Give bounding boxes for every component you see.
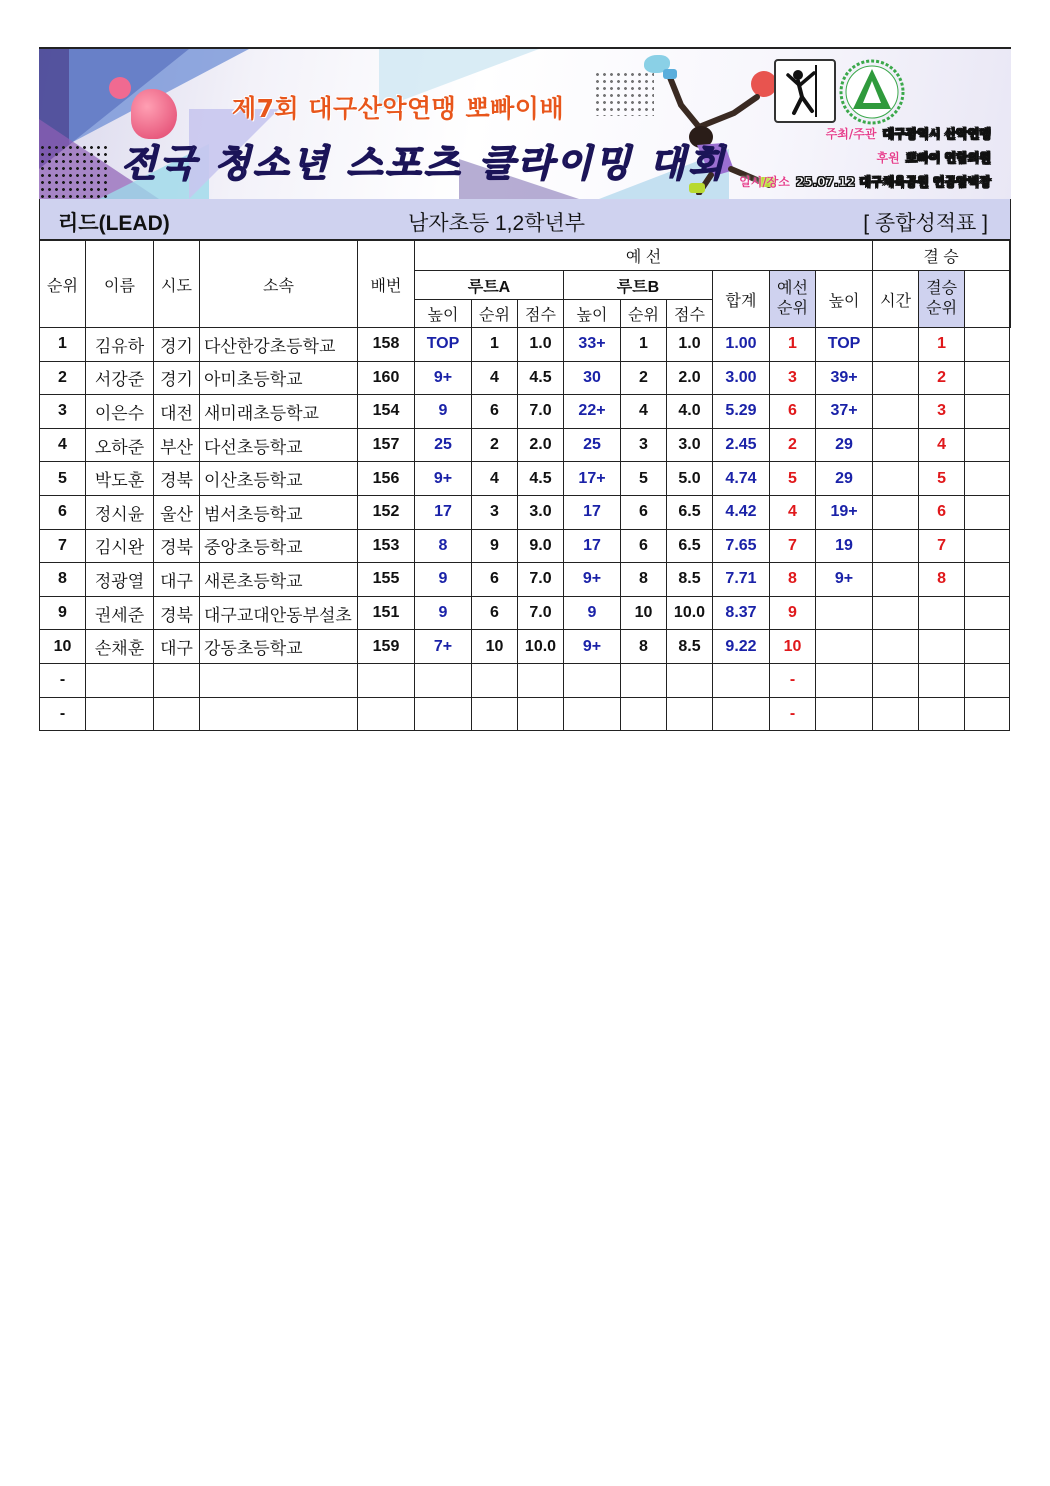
cell-a-rank — [472, 663, 518, 697]
col-name: 이름 — [86, 241, 154, 328]
cell-final-rank: 3 — [919, 395, 965, 429]
col-a-height: 높이 — [415, 300, 472, 328]
cell-remarks — [965, 328, 1010, 362]
cell-qual-rank: 7 — [770, 529, 816, 563]
cell-a-score: 1.0 — [518, 328, 564, 362]
cell-final-time — [873, 697, 919, 731]
cell-b-rank: 4 — [621, 395, 667, 429]
cell-final-time — [873, 395, 919, 429]
cell-rank: 10 — [40, 630, 86, 664]
cell-name — [86, 697, 154, 731]
event-banner — [39, 47, 1011, 199]
table-row — [40, 495, 1011, 529]
cell-b-height: 9+ — [564, 630, 621, 664]
cell-rank: 7 — [40, 529, 86, 563]
cell-final-time — [873, 361, 919, 395]
cell-final-rank: 6 — [919, 495, 965, 529]
cell-team: 다산한강초등학교 — [200, 328, 358, 362]
cell-total: 3.00 — [713, 361, 770, 395]
cell-b-rank: 8 — [621, 563, 667, 597]
cell-b-rank — [621, 697, 667, 731]
cell-final-height — [816, 663, 873, 697]
cell-bib: 156 — [358, 462, 415, 496]
cell-final-height: TOP — [816, 328, 873, 362]
cell-a-rank: 2 — [472, 428, 518, 462]
cell-a-score: 10.0 — [518, 630, 564, 664]
table-row — [40, 428, 1011, 462]
cell-rank: 2 — [40, 361, 86, 395]
cell-final-height: 29 — [816, 462, 873, 496]
cell-b-score: 3.0 — [667, 428, 713, 462]
col-qual-rank: 예선 순위 — [770, 271, 816, 328]
sponsor-label: 후원 — [876, 151, 900, 165]
cell-a-height: 9+ — [415, 361, 472, 395]
cell-name: 정시윤 — [86, 495, 154, 529]
cell-b-rank: 1 — [621, 328, 667, 362]
cell-final-time — [873, 630, 919, 664]
cell-a-rank: 6 — [472, 395, 518, 429]
cell-remarks — [965, 563, 1010, 597]
cell-remarks — [965, 495, 1010, 529]
col-route-a: 루트A — [415, 271, 564, 300]
cell-region: 경기 — [154, 361, 200, 395]
cell-qual-rank: 4 — [770, 495, 816, 529]
cell-a-score: 4.5 — [518, 361, 564, 395]
cell-qual-rank: 5 — [770, 462, 816, 496]
cell-final-height: 39+ — [816, 361, 873, 395]
cell-name: 정광열 — [86, 563, 154, 597]
cell-b-height — [564, 663, 621, 697]
cell-remarks — [965, 630, 1010, 664]
cell-b-score: 6.5 — [667, 529, 713, 563]
cell-total: 1.00 — [713, 328, 770, 362]
climbing-hold-icon — [131, 89, 177, 139]
cell-remarks — [965, 428, 1010, 462]
col-bib: 배번 — [358, 241, 415, 328]
cell-final-rank: 4 — [919, 428, 965, 462]
cell-b-score — [667, 697, 713, 731]
cell-name: 서강준 — [86, 361, 154, 395]
cell-team: 범서초등학교 — [200, 495, 358, 529]
cell-bib — [358, 697, 415, 731]
cell-b-score: 8.5 — [667, 563, 713, 597]
cell-a-height: 8 — [415, 529, 472, 563]
cell-team: 새론초등학교 — [200, 563, 358, 597]
cell-final-rank — [919, 663, 965, 697]
cell-b-height — [564, 697, 621, 731]
table-body — [40, 328, 1011, 731]
cell-a-score: 7.0 — [518, 596, 564, 630]
cell-a-height: 9 — [415, 596, 472, 630]
cell-qual-rank: 6 — [770, 395, 816, 429]
cell-final-time — [873, 529, 919, 563]
host-value: 대구광역시 산악연맹 — [882, 127, 991, 141]
cell-final-rank: 7 — [919, 529, 965, 563]
cell-rank: 1 — [40, 328, 86, 362]
cell-rank: 9 — [40, 596, 86, 630]
cell-b-height: 17 — [564, 529, 621, 563]
cell-remarks — [965, 395, 1010, 429]
col-final-height: 높이 — [816, 271, 873, 328]
results-sheet — [39, 47, 1011, 731]
cell-qual-rank: 9 — [770, 596, 816, 630]
cell-bib: 154 — [358, 395, 415, 429]
cell-final-height — [816, 630, 873, 664]
banner-title: 제7회 대구산악연맹 뽀빠이배 — [232, 94, 565, 123]
cell-a-height — [415, 697, 472, 731]
col-qualification: 예 선 — [415, 241, 873, 271]
cell-a-height: 9+ — [415, 462, 472, 496]
cell-b-rank: 2 — [621, 361, 667, 395]
cell-final-rank — [919, 630, 965, 664]
cell-a-height — [415, 663, 472, 697]
cell-qual-rank: - — [770, 663, 816, 697]
climbing-hold-icon — [109, 77, 131, 99]
cell-final-rank: 5 — [919, 462, 965, 496]
cell-a-rank: 3 — [472, 495, 518, 529]
cell-final-rank: 2 — [919, 361, 965, 395]
cell-name: 김유하 — [86, 328, 154, 362]
cell-final-time — [873, 462, 919, 496]
col-final: 결 승 — [873, 241, 1010, 271]
cell-region: 부산 — [154, 428, 200, 462]
cell-a-height: 9 — [415, 395, 472, 429]
cell-qual-rank: 2 — [770, 428, 816, 462]
cell-rank: 4 — [40, 428, 86, 462]
table-header — [40, 241, 1011, 328]
cell-team: 중앙초등학교 — [200, 529, 358, 563]
cell-final-height: 9+ — [816, 563, 873, 597]
federation-logo — [839, 59, 905, 125]
cell-b-height: 33+ — [564, 328, 621, 362]
cell-b-height: 17+ — [564, 462, 621, 496]
cell-b-height: 30 — [564, 361, 621, 395]
cell-final-time — [873, 495, 919, 529]
cell-a-rank: 10 — [472, 630, 518, 664]
cell-a-height: TOP — [415, 328, 472, 362]
col-b-rank: 순위 — [621, 300, 667, 328]
cell-final-time — [873, 563, 919, 597]
cell-name: 손채훈 — [86, 630, 154, 664]
cell-name: 김시완 — [86, 529, 154, 563]
cell-a-rank: 9 — [472, 529, 518, 563]
cell-remarks — [965, 529, 1010, 563]
cell-bib: 158 — [358, 328, 415, 362]
cell-bib: 157 — [358, 428, 415, 462]
cell-final-rank — [919, 596, 965, 630]
halftone-dots — [39, 144, 109, 199]
cell-b-score: 5.0 — [667, 462, 713, 496]
cell-total — [713, 663, 770, 697]
cell-bib: 155 — [358, 563, 415, 597]
host-info — [826, 125, 991, 142]
cell-name: 권세준 — [86, 596, 154, 630]
col-final-rank: 결승 순위 — [919, 271, 965, 328]
cell-region: 대구 — [154, 563, 200, 597]
cell-team: 이산초등학교 — [200, 462, 358, 496]
cell-a-rank — [472, 697, 518, 731]
cell-final-time — [873, 428, 919, 462]
cell-b-rank: 6 — [621, 529, 667, 563]
cell-a-score: 3.0 — [518, 495, 564, 529]
cell-qual-rank: - — [770, 697, 816, 731]
cell-remarks — [965, 663, 1010, 697]
table-row — [40, 663, 1011, 697]
cell-bib — [358, 663, 415, 697]
cell-a-height: 25 — [415, 428, 472, 462]
cell-a-score: 7.0 — [518, 563, 564, 597]
table-row — [40, 462, 1011, 496]
cell-b-rank: 5 — [621, 462, 667, 496]
col-a-rank: 순위 — [472, 300, 518, 328]
col-rank: 순위 — [40, 241, 86, 328]
date-venue-info — [739, 173, 991, 190]
cell-region: 대전 — [154, 395, 200, 429]
col-remarks — [1010, 241, 1011, 328]
cell-bib: 159 — [358, 630, 415, 664]
cell-total: 7.71 — [713, 563, 770, 597]
cell-total: 7.65 — [713, 529, 770, 563]
col-a-score: 점수 — [518, 300, 564, 328]
table-row — [40, 529, 1011, 563]
cell-bib: 151 — [358, 596, 415, 630]
cell-region: 경기 — [154, 328, 200, 362]
cell-remarks — [965, 697, 1010, 731]
cell-a-score — [518, 663, 564, 697]
cell-b-rank: 10 — [621, 596, 667, 630]
results-table — [39, 240, 1011, 731]
cell-qual-rank: 8 — [770, 563, 816, 597]
cell-a-rank: 4 — [472, 462, 518, 496]
cell-a-rank: 6 — [472, 596, 518, 630]
cell-b-rank: 8 — [621, 630, 667, 664]
cell-team: 강동초등학교 — [200, 630, 358, 664]
col-total: 합계 — [713, 271, 770, 328]
cell-team: 아미초등학교 — [200, 361, 358, 395]
cell-name — [86, 663, 154, 697]
col-final-time: 시간 — [873, 271, 919, 328]
table-row — [40, 328, 1011, 362]
cell-a-rank: 1 — [472, 328, 518, 362]
sponsor-info — [876, 149, 991, 166]
division-name: 남자초등 1,2학년부 — [408, 212, 586, 235]
cell-total: 8.37 — [713, 596, 770, 630]
cell-rank: 8 — [40, 563, 86, 597]
cell-rank: - — [40, 663, 86, 697]
cell-bib: 152 — [358, 495, 415, 529]
cell-a-height: 7+ — [415, 630, 472, 664]
cell-b-score: 10.0 — [667, 596, 713, 630]
cell-b-rank — [621, 663, 667, 697]
cell-final-height: 29 — [816, 428, 873, 462]
cell-team — [200, 663, 358, 697]
cell-b-rank: 6 — [621, 495, 667, 529]
cell-total: 5.29 — [713, 395, 770, 429]
cell-final-time — [873, 596, 919, 630]
cell-final-height: 37+ — [816, 395, 873, 429]
cell-final-height: 19+ — [816, 495, 873, 529]
table-row — [40, 563, 1011, 597]
cell-b-height: 25 — [564, 428, 621, 462]
table-row — [40, 596, 1011, 630]
sheet-type: [ 종합성적표 ] — [863, 212, 988, 235]
cell-a-height: 9 — [415, 563, 472, 597]
cell-a-score — [518, 697, 564, 731]
cell-region: 경북 — [154, 529, 200, 563]
cell-a-rank: 4 — [472, 361, 518, 395]
cell-qual-rank: 3 — [770, 361, 816, 395]
cell-b-score — [667, 663, 713, 697]
cell-final-time — [873, 663, 919, 697]
cell-team — [200, 697, 358, 731]
cell-region: 경북 — [154, 596, 200, 630]
sheet-header — [39, 199, 1011, 240]
cell-qual-rank: 10 — [770, 630, 816, 664]
sponsor-value: 뽀빠이 연합의원 — [905, 151, 991, 165]
cell-region: 대구 — [154, 630, 200, 664]
cell-remarks — [965, 361, 1010, 395]
cell-team: 대구교대안동부설초 — [200, 596, 358, 630]
col-team: 소속 — [200, 241, 358, 328]
cell-a-score: 4.5 — [518, 462, 564, 496]
cell-bib: 153 — [358, 529, 415, 563]
cell-final-rank: 1 — [919, 328, 965, 362]
cell-a-score: 9.0 — [518, 529, 564, 563]
cell-final-height — [816, 596, 873, 630]
cell-name: 박도훈 — [86, 462, 154, 496]
cell-final-time — [873, 328, 919, 362]
col-route-b: 루트B — [564, 271, 713, 300]
climbing-pictogram-icon — [774, 59, 836, 123]
cell-name: 오하준 — [86, 428, 154, 462]
table-row — [40, 697, 1011, 731]
event-name: 리드(LEAD) — [58, 212, 170, 235]
cell-b-height: 17 — [564, 495, 621, 529]
host-label: 주최/주관 — [825, 127, 877, 141]
table-row — [40, 395, 1011, 429]
cell-final-rank — [919, 697, 965, 731]
cell-team: 다선초등학교 — [200, 428, 358, 462]
col-b-score: 점수 — [667, 300, 713, 328]
cell-a-rank: 6 — [472, 563, 518, 597]
cell-b-rank: 3 — [621, 428, 667, 462]
cell-total: 4.42 — [713, 495, 770, 529]
cell-name: 이은수 — [86, 395, 154, 429]
col-region: 시도 — [154, 241, 200, 328]
cell-total — [713, 697, 770, 731]
cell-remarks — [965, 462, 1010, 496]
cell-b-score: 1.0 — [667, 328, 713, 362]
cell-bib: 160 — [358, 361, 415, 395]
cell-final-height: 19 — [816, 529, 873, 563]
cell-a-score: 7.0 — [518, 395, 564, 429]
date-value: 25.07.12 대구체육공원 인공암벽장 — [795, 175, 991, 189]
cell-total: 9.22 — [713, 630, 770, 664]
cell-rank: 3 — [40, 395, 86, 429]
cell-b-score: 2.0 — [667, 361, 713, 395]
cell-final-height — [816, 697, 873, 731]
cell-total: 2.45 — [713, 428, 770, 462]
col-b-height: 높이 — [564, 300, 621, 328]
cell-region: 울산 — [154, 495, 200, 529]
table-row — [40, 361, 1011, 395]
cell-final-rank: 8 — [919, 563, 965, 597]
cell-region — [154, 663, 200, 697]
cell-b-height: 9 — [564, 596, 621, 630]
cell-b-score: 6.5 — [667, 495, 713, 529]
cell-qual-rank: 1 — [770, 328, 816, 362]
cell-rank: 5 — [40, 462, 86, 496]
cell-region: 경북 — [154, 462, 200, 496]
cell-rank: - — [40, 697, 86, 731]
cell-a-height: 17 — [415, 495, 472, 529]
table-row — [40, 630, 1011, 664]
cell-b-score: 4.0 — [667, 395, 713, 429]
cell-b-height: 22+ — [564, 395, 621, 429]
cell-rank: 6 — [40, 495, 86, 529]
cell-team: 새미래초등학교 — [200, 395, 358, 429]
banner-subtitle: 전국 청소년 스포츠 클라이밍 대회 — [121, 142, 727, 185]
cell-region — [154, 697, 200, 731]
cell-total: 4.74 — [713, 462, 770, 496]
cell-remarks — [965, 596, 1010, 630]
date-label: 일시/장소 — [739, 175, 790, 189]
cell-a-score: 2.0 — [518, 428, 564, 462]
cell-b-height: 9+ — [564, 563, 621, 597]
cell-b-score: 8.5 — [667, 630, 713, 664]
